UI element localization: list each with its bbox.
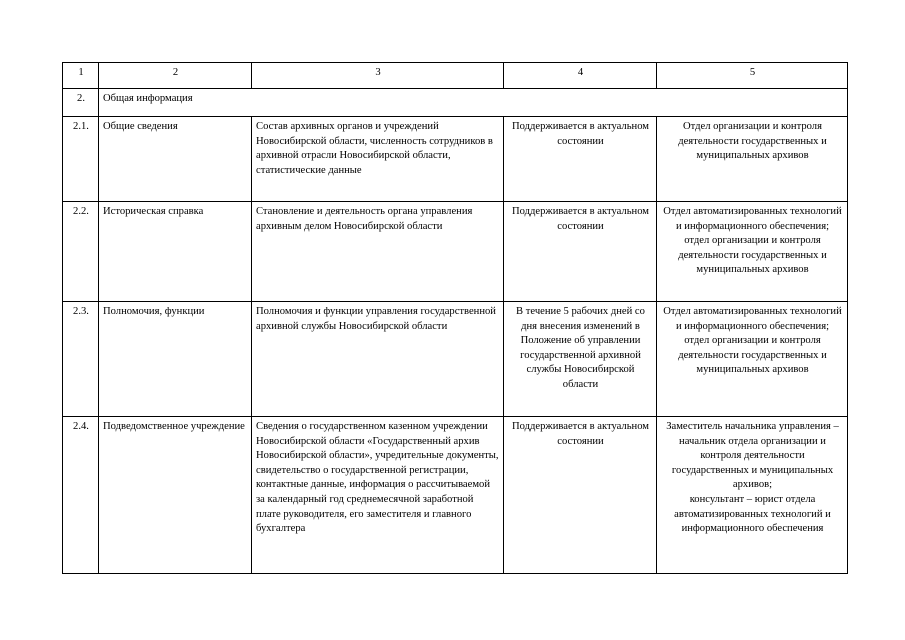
row-responsible: Отдел автоматизированных технологий и информационного обеспечения; отдел организации и контроля деятельности государственных и муниципальных архивов: [657, 302, 848, 417]
row-content: Сведения о государственном казенном учреждении Новосибирской области «Государственный архив Новосибирской области», учредительные документы, свидетельство о государственной регистрации, контактные данные, информация о рассчитываемой за календарный год среднемесячной заработной плате руководителя, его заместителя и главного бухгалтера: [252, 417, 504, 574]
column-number-5: 5: [657, 63, 848, 89]
section-row: [63, 89, 848, 117]
row-term: Поддерживается в актуальном состоянии: [504, 117, 657, 202]
table-row: [63, 302, 848, 417]
row-term: В течение 5 рабочих дней со дня внесения изменений в Положение об управлении государственной архивной службы Новосибирской области: [504, 302, 657, 417]
section-title: Общая информация: [99, 89, 848, 117]
column-number-4: 4: [504, 63, 657, 89]
column-number-1: 1: [63, 63, 99, 89]
row-number: 2.1.: [63, 117, 99, 202]
row-responsible: Заместитель начальника управления – начальник отдела организации и контроля деятельности государственных и муниципальных архивов; консультант – юрист отдела автоматизированных технологий и информационного обеспечения: [657, 417, 848, 574]
row-term: Поддерживается в актуальном состоянии: [504, 417, 657, 574]
row-name: Полномочия, функции: [99, 302, 252, 417]
row-content: Полномочия и функции управления государственной архивной службы Новосибирской области: [252, 302, 504, 417]
section-number: 2.: [63, 89, 99, 117]
row-name: Историческая справка: [99, 202, 252, 302]
row-responsible: Отдел автоматизированных технологий и информационного обеспечения; отдел организации и контроля деятельности государственных и муниципальных архивов: [657, 202, 848, 302]
row-term: Поддерживается в актуальном состоянии: [504, 202, 657, 302]
row-number: 2.2.: [63, 202, 99, 302]
column-number-2: 2: [99, 63, 252, 89]
table-row: [63, 117, 848, 202]
row-name: Общие сведения: [99, 117, 252, 202]
column-number-3: 3: [252, 63, 504, 89]
table-row: [63, 202, 848, 302]
table-row: [63, 417, 848, 574]
archive-info-table: [62, 62, 848, 574]
row-content: Становление и деятельность органа управления архивным делом Новосибирской области: [252, 202, 504, 302]
row-number: 2.3.: [63, 302, 99, 417]
column-number-row: [63, 63, 848, 89]
row-content: Состав архивных органов и учреждений Новосибирской области, численность сотрудников в архивной отрасли Новосибирской области, статистические данные: [252, 117, 504, 202]
row-responsible: Отдел организации и контроля деятельности государственных и муниципальных архивов: [657, 117, 848, 202]
row-number: 2.4.: [63, 417, 99, 574]
row-name: Подведомственное учреждение: [99, 417, 252, 574]
